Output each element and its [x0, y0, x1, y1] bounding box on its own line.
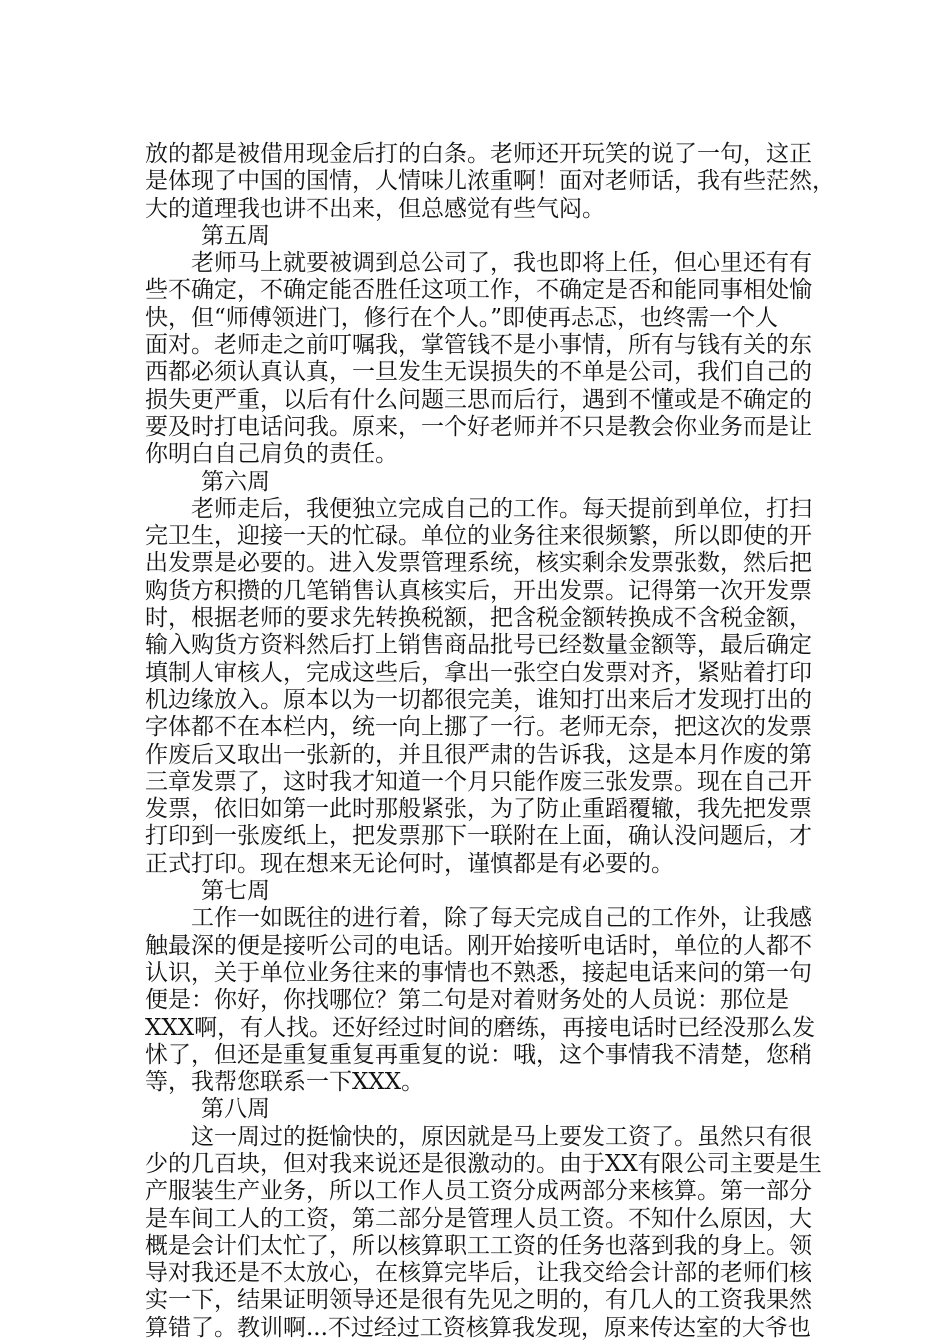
text-line: 导对我还是不太放心，在核算完毕后，让我交给会计部的老师们核	[145, 1260, 812, 1287]
text-line: 概是会计们太忙了，所以核算职工工资的任务也落到我的身上。领	[145, 1232, 812, 1259]
text-line: 三章发票了，这时我才知道一个月只能作废三张发票。现在自己开	[145, 768, 812, 795]
text-line: 填制人审核人，完成这些后，拿出一张空白发票对齐，紧贴着打印	[145, 659, 812, 686]
section-heading-week-5	[145, 223, 825, 250]
document-page	[145, 141, 835, 1342]
heading-text: 第八周	[201, 1096, 270, 1123]
text-line: 少的几百块，但对我来说还是很激动的。由于XX有限公司主要是生	[145, 1150, 822, 1177]
paragraph-week-8	[145, 1124, 825, 1342]
text-line: 机边缘放入。原本以为一切都很完美，谁知打出来后才发现打出的	[145, 686, 812, 713]
text-line: 时，根据老师的要求先转换税额，把含税金额转换成不含税金额，	[145, 605, 812, 632]
text-line: 触最深的便是接听公司的电话。刚开始接听电话时，单位的人都不	[145, 932, 812, 959]
text-line: 这一周过的挺愉快的，原因就是马上要发工资了。虽然只有很	[145, 1123, 812, 1150]
text-line: 打印到一张废纸上，把发票那下一联附在上面，确认没问题后，才	[145, 823, 812, 850]
text-line: 出发票是必要的。进入发票管理系统，核实剩余发票张数，然后把	[145, 550, 812, 577]
text-line: 算错了。教训啊...不过经过工资核算我发现，原来传达室的大爷也	[145, 1314, 811, 1341]
text-line: 产服装生产业务，所以工作人员工资分成两部分来核算。第一部分	[145, 1178, 812, 1205]
paragraph-week-6	[145, 496, 825, 878]
text-line: 西都必须认真认真，一旦发生无误损失的不单是公司，我们自己的	[145, 359, 812, 386]
heading-text: 第六周	[201, 468, 270, 495]
paragraph-week-7	[145, 905, 825, 1096]
section-heading-week-7	[145, 878, 825, 905]
text-line: 完卫生，迎接一天的忙碌。单位的业务往来很频繁，所以即使的开	[145, 523, 812, 550]
paragraph-0	[145, 141, 835, 223]
text-line: 等，我帮您联系一下XXX。	[145, 1069, 425, 1096]
text-line: 发票，依旧如第一此时那般紧张，为了防止重蹈覆辙，我先把发票	[145, 796, 812, 823]
text-line: 面对。老师走之前叮嘱我，掌管钱不是小事情，所有与钱有关的东	[145, 332, 812, 359]
text-line: 损失更严重，以后有什么问题三思而后行，遇到不懂或是不确定的	[145, 386, 812, 413]
text-line: 认识，关于单位业务往来的事情也不熟悉，接起电话来问的第一句	[145, 959, 812, 986]
heading-text: 第五周	[201, 222, 270, 249]
text-line: 放的都是被借用现金后打的白条。老师还开玩笑的说了一句，这正	[145, 141, 812, 167]
text-line: 你明白自己肩负的责任。	[145, 441, 398, 468]
text-line: 大的道理我也讲不出来，但总感觉有些气闷。	[145, 195, 605, 222]
text-line: 工作一如既往的进行着，除了每天完成自己的工作外，让我感	[145, 905, 812, 932]
text-line: 快，但“师傅领进门，修行在个人。”即使再忐忑，也终需一个人	[145, 304, 779, 331]
section-heading-week-8	[145, 1096, 825, 1123]
text-line: 实一下，结果证明领导还是很有先见之明的，有几人的工资我果然	[145, 1287, 812, 1314]
text-line: 老师马上就要被调到总公司了，我也即将上任，但心里还有有	[145, 250, 812, 277]
text-line: 些不确定，不确定能否胜任这项工作，不确定是否和能同事相处愉	[145, 277, 812, 304]
text-line: 老师走后，我便独立完成自己的工作。每天提前到单位，打扫	[145, 495, 812, 522]
text-line: 正式打印。现在想来无论何时，谨慎都是有必要的。	[145, 850, 674, 877]
text-line: 输入购货方资料然后打上销售商品批号已经数量金额等，最后确定	[145, 632, 812, 659]
text-line: 字体都不在本栏内，统一向上挪了一行。老师无奈，把这次的发票	[145, 714, 812, 741]
text-line: XXX啊，有人找。还好经过时间的磨练，再接电话时已经没那么发	[145, 1014, 816, 1041]
section-heading-week-6	[145, 469, 825, 496]
text-line: 作废后又取出一张新的，并且很严肃的告诉我，这是本月作废的第	[145, 741, 812, 768]
text-line: 是体现了中国的国情，人情味儿浓重啊！面对老师话，我有些茫然，	[145, 168, 835, 195]
text-line: 是车间工人的工资，第二部分是管理人员工资。不知什么原因，大	[145, 1205, 812, 1232]
text-line: 便是：你好，你找哪位？第二句是对着财务处的人员说：那位是	[145, 987, 789, 1014]
paragraph-week-5	[145, 250, 825, 468]
text-line: 怵了，但还是重复重复再重复的说：哦，这个事情我不清楚，您稍	[145, 1041, 812, 1068]
text-line: 购货方积攒的几笔销售认真核实后，开出发票。记得第一次开发票	[145, 577, 812, 604]
heading-text: 第七周	[201, 878, 270, 905]
text-line: 要及时打电话问我。原来，一个好老师并不只是教会你业务而是让	[145, 413, 812, 440]
